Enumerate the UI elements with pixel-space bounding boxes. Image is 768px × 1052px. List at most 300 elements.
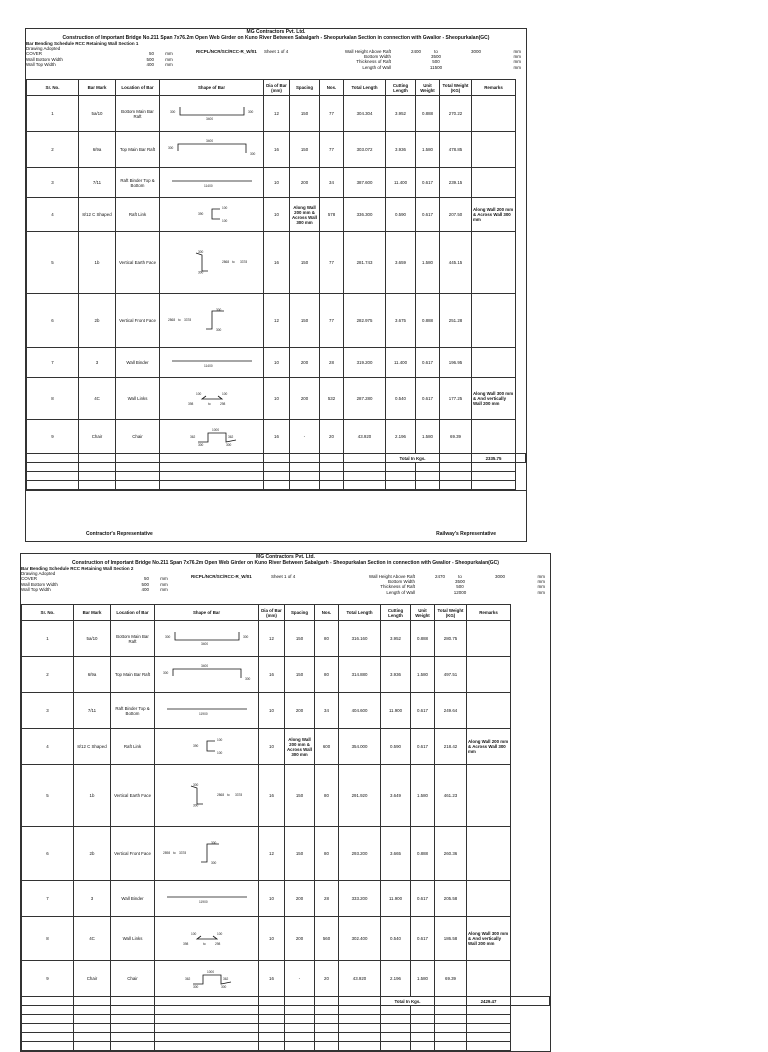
shape-cell bbox=[155, 961, 259, 997]
param-key: COVER bbox=[26, 51, 43, 57]
total-length-cell: 316.160 bbox=[339, 621, 381, 657]
empty-cell bbox=[381, 1015, 411, 1024]
shape-cell bbox=[155, 729, 259, 765]
spacing-cell: 150 bbox=[285, 621, 315, 657]
dia-cell: 12 bbox=[259, 621, 285, 657]
spacing-cell: 150 bbox=[285, 657, 315, 693]
column-header: Unit Weight bbox=[411, 605, 435, 621]
bar-shape-drawing bbox=[157, 734, 257, 758]
empty-cell bbox=[259, 1033, 285, 1042]
dimension-label: 3400 bbox=[200, 664, 208, 668]
empty-cell bbox=[440, 481, 472, 490]
dia-cell: 16 bbox=[259, 961, 285, 997]
empty-cell bbox=[79, 481, 116, 490]
remarks-cell bbox=[472, 348, 516, 378]
empty-cell bbox=[339, 1042, 381, 1051]
bar-segment bbox=[175, 632, 239, 640]
dimension-label: 398 bbox=[182, 942, 188, 946]
spacing-cell: 150 bbox=[290, 232, 320, 294]
dimension-label: 3400 bbox=[205, 139, 213, 143]
nos-cell: 20 bbox=[315, 961, 339, 997]
cutting-length-cell: 0.540 bbox=[381, 917, 411, 961]
spacing-cell: 150 bbox=[290, 132, 320, 168]
empty-cell bbox=[440, 463, 472, 472]
empty-cell bbox=[344, 463, 386, 472]
remarks-cell bbox=[472, 420, 516, 454]
location-cell: Raft Binder Top & Bottom bbox=[116, 168, 160, 198]
schedule-title: Bar Bending Schedule RCC Retaining Wall Section 2 bbox=[21, 566, 134, 571]
empty-cell bbox=[467, 1006, 511, 1015]
param-key: Wall Bottom Width bbox=[26, 56, 63, 62]
nos-cell: 80 bbox=[315, 765, 339, 827]
column-header: Shape of Bar bbox=[155, 605, 259, 621]
table-row bbox=[22, 881, 550, 917]
nos-cell: 77 bbox=[320, 132, 344, 168]
column-header: Remarks bbox=[472, 80, 516, 96]
total-weight-cell: 205.58 bbox=[435, 881, 467, 917]
total-row bbox=[27, 454, 526, 463]
dimension-label: to bbox=[226, 793, 230, 797]
dimension-label: 3378 bbox=[183, 318, 191, 322]
total-length-cell: 336.300 bbox=[344, 198, 386, 232]
bar-shape-drawing bbox=[157, 841, 257, 865]
bar-shape-drawing bbox=[157, 886, 257, 910]
empty-cell bbox=[411, 1015, 435, 1024]
location-cell: Top Main Bar Raft bbox=[116, 132, 160, 168]
location-cell: Vertical Earth Face bbox=[111, 765, 155, 827]
nos-cell: 80 bbox=[315, 657, 339, 693]
empty-cell bbox=[411, 1024, 435, 1033]
dimension-label: 300 bbox=[162, 671, 168, 675]
sr-no-cell: 9 bbox=[22, 961, 74, 997]
total-weight-cell: 445.15 bbox=[440, 232, 472, 294]
dia-cell: 10 bbox=[264, 378, 290, 420]
dimension-label: 11400 bbox=[203, 364, 213, 368]
column-header: Location of Bar bbox=[111, 605, 155, 621]
bar-mark-cell: 3 bbox=[74, 881, 111, 917]
dia-cell: 10 bbox=[259, 917, 285, 961]
table-row bbox=[27, 232, 526, 294]
table-row bbox=[27, 198, 526, 232]
unit-weight-cell: 0.888 bbox=[416, 294, 440, 348]
sr-no-cell: 9 bbox=[27, 420, 79, 454]
empty-cell bbox=[27, 481, 79, 490]
table-row bbox=[22, 621, 550, 657]
remarks-cell bbox=[467, 621, 511, 657]
company-name: MG Contractors Pvt. Ltd. bbox=[246, 29, 306, 35]
table-row bbox=[22, 657, 550, 693]
bar-mark-cell: 8/12 C Shaped bbox=[79, 198, 116, 232]
param-unit: mm bbox=[165, 51, 173, 57]
param-to: 500 bbox=[456, 584, 464, 590]
total-weight-cell: 69.39 bbox=[440, 420, 472, 454]
railway-representative: Railway's Representative bbox=[436, 531, 496, 537]
cutting-length-cell: 0.590 bbox=[381, 729, 411, 765]
dia-cell: 10 bbox=[264, 198, 290, 232]
unit-weight-cell: 1.580 bbox=[411, 657, 435, 693]
unit-weight-cell: 0.617 bbox=[416, 378, 440, 420]
column-header: Sr. No. bbox=[27, 80, 79, 96]
empty-cell bbox=[416, 463, 440, 472]
shape-cell bbox=[155, 657, 259, 693]
remarks-cell bbox=[472, 168, 516, 198]
param-u: mm bbox=[513, 59, 521, 65]
dimension-label: 1000 bbox=[206, 970, 214, 974]
empty-cell bbox=[386, 481, 416, 490]
bar-segment bbox=[196, 253, 208, 271]
total-length-cell: 304.304 bbox=[344, 96, 386, 132]
location-cell: Raft Binder Top & Bottom bbox=[111, 693, 155, 729]
nos-cell: 578 bbox=[320, 198, 344, 232]
remarks-cell bbox=[467, 881, 511, 917]
nos-cell: 532 bbox=[320, 378, 344, 420]
empty-cell bbox=[416, 472, 440, 481]
location-cell: Wall Binder bbox=[111, 881, 155, 917]
dimension-label: 300 bbox=[192, 985, 198, 989]
empty-cell bbox=[74, 1042, 111, 1051]
total-weight-cell: 69.39 bbox=[435, 961, 467, 997]
remarks-cell: Along Wall 200 mm & Across Wall 300 mm bbox=[467, 729, 511, 765]
dimension-label: to bbox=[177, 318, 181, 322]
spacing-cell: 150 bbox=[285, 765, 315, 827]
location-cell: Wall Links bbox=[111, 917, 155, 961]
location-cell: Vertical Earth Face bbox=[116, 232, 160, 294]
column-header: Bar Mark bbox=[74, 605, 111, 621]
dimension-label: 100 bbox=[221, 392, 227, 396]
table-header-row bbox=[27, 80, 526, 96]
empty-cell bbox=[290, 454, 320, 463]
sr-no-cell: 5 bbox=[27, 232, 79, 294]
empty-cell bbox=[155, 1024, 259, 1033]
shape-cell bbox=[160, 378, 264, 420]
bar-mark-cell: 2b bbox=[79, 294, 116, 348]
dimension-label: 11900 bbox=[198, 900, 208, 904]
sr-no-cell: 8 bbox=[22, 917, 74, 961]
dia-cell: 12 bbox=[264, 96, 290, 132]
total-length-cell: 333.200 bbox=[339, 881, 381, 917]
dimension-label: 300 bbox=[242, 635, 248, 639]
dimension-label: 300 bbox=[210, 861, 216, 865]
dimension-label: 300 bbox=[192, 783, 198, 787]
cutting-length-cell: 2.196 bbox=[386, 420, 416, 454]
shape-cell bbox=[160, 420, 264, 454]
sr-no-cell: 3 bbox=[27, 168, 79, 198]
cutting-length-cell: 3.952 bbox=[386, 96, 416, 132]
dia-cell: 16 bbox=[259, 765, 285, 827]
unit-weight-cell: 0.617 bbox=[416, 348, 440, 378]
empty-cell bbox=[22, 1006, 74, 1015]
bar-segment bbox=[180, 107, 244, 115]
bar-mark-cell: 6/9a bbox=[79, 132, 116, 168]
unit-weight-cell: 0.617 bbox=[416, 168, 440, 198]
total-length-cell: 287.280 bbox=[344, 378, 386, 420]
dimension-label: 2868 bbox=[167, 318, 175, 322]
empty-cell bbox=[79, 454, 116, 463]
nos-cell: 77 bbox=[320, 232, 344, 294]
column-header: Total Weight (KG) bbox=[440, 80, 472, 96]
dimension-label: 3378 bbox=[234, 793, 242, 797]
dimension-label: 11400 bbox=[203, 184, 213, 188]
param-k: Bottom Width bbox=[387, 579, 415, 585]
table-row bbox=[22, 729, 550, 765]
total-weight-cell: 239.15 bbox=[440, 168, 472, 198]
param-row bbox=[26, 62, 184, 67]
param-unit: mm bbox=[160, 581, 168, 587]
bar-segment bbox=[178, 144, 246, 153]
dimension-label: 362 bbox=[189, 435, 195, 439]
empty-cell bbox=[155, 1042, 259, 1051]
empty-cell bbox=[339, 1033, 381, 1042]
unit-weight-cell: 1.580 bbox=[416, 420, 440, 454]
empty-cell bbox=[440, 472, 472, 481]
dimension-label: to bbox=[231, 260, 235, 264]
dia-cell: 12 bbox=[264, 294, 290, 348]
bar-mark-cell: 4C bbox=[79, 378, 116, 420]
cutting-length-cell: 3.936 bbox=[386, 132, 416, 168]
param-key: COVER bbox=[21, 576, 38, 582]
spacing-cell: 150 bbox=[290, 96, 320, 132]
right-params bbox=[321, 49, 521, 70]
empty-cell bbox=[381, 1024, 411, 1033]
remarks-cell bbox=[467, 961, 511, 997]
unit-weight-cell: 0.617 bbox=[416, 198, 440, 232]
sr-no-cell: 4 bbox=[22, 729, 74, 765]
param-key: Wall Bottom Width bbox=[21, 581, 58, 587]
empty-cell bbox=[339, 997, 381, 1006]
dimension-label: 300 bbox=[247, 110, 253, 114]
empty-cell bbox=[155, 997, 259, 1006]
total-length-cell: 282.975 bbox=[344, 294, 386, 348]
param-u: mm bbox=[537, 574, 545, 579]
param-unit: mm bbox=[160, 576, 168, 582]
blank-row bbox=[22, 1006, 550, 1015]
nos-cell: 80 bbox=[315, 827, 339, 881]
empty-cell bbox=[472, 472, 516, 481]
bar-segment bbox=[173, 669, 241, 678]
bar-shape-drawing bbox=[162, 424, 262, 448]
empty-cell bbox=[381, 1033, 411, 1042]
empty-cell bbox=[344, 472, 386, 481]
total-label: Total In Kgs. bbox=[386, 454, 440, 463]
dia-cell: 16 bbox=[264, 420, 290, 454]
empty-cell bbox=[344, 454, 386, 463]
param-unit: mm bbox=[165, 61, 173, 67]
empty-cell bbox=[22, 997, 74, 1006]
empty-cell bbox=[467, 1024, 511, 1033]
drawing-label: Drawing Adopted bbox=[26, 46, 61, 52]
sr-no-cell: 6 bbox=[27, 294, 79, 348]
table-row bbox=[22, 827, 550, 881]
bbs-sheet-section-2 bbox=[20, 553, 551, 1052]
empty-cell bbox=[74, 997, 111, 1006]
cutting-length-cell: 3.649 bbox=[381, 765, 411, 827]
dimension-label: 362 bbox=[222, 977, 228, 981]
remarks-cell bbox=[472, 232, 516, 294]
empty-cell bbox=[259, 1015, 285, 1024]
cutting-length-cell: 3.952 bbox=[381, 621, 411, 657]
bar-shape-drawing bbox=[162, 170, 262, 194]
sr-no-cell: 7 bbox=[27, 348, 79, 378]
nos-cell: 28 bbox=[320, 348, 344, 378]
bar-shape-drawing bbox=[162, 386, 262, 410]
cutting-length-cell: 0.590 bbox=[386, 198, 416, 232]
empty-cell bbox=[22, 1042, 74, 1051]
spacing-cell: - bbox=[285, 961, 315, 997]
shape-cell bbox=[160, 232, 264, 294]
dimension-label: 100 bbox=[221, 206, 227, 210]
table-row bbox=[27, 420, 526, 454]
sheet-number: Sheet 1 of 4 bbox=[264, 49, 289, 54]
bar-shape-drawing bbox=[162, 350, 262, 374]
blank-row bbox=[22, 1033, 550, 1042]
location-cell: Wall Binder bbox=[116, 348, 160, 378]
nos-cell: 600 bbox=[315, 729, 339, 765]
sr-no-cell: 5 bbox=[22, 765, 74, 827]
unit-weight-cell: 1.580 bbox=[416, 132, 440, 168]
empty-cell bbox=[386, 463, 416, 472]
dimension-label: 362 bbox=[184, 977, 190, 981]
empty-cell bbox=[116, 481, 160, 490]
dimension-label: 3378 bbox=[239, 260, 247, 264]
total-value: 2429.47 bbox=[467, 997, 511, 1006]
empty-cell bbox=[259, 1042, 285, 1051]
param-to: 3500 bbox=[454, 579, 465, 585]
nos-cell: 20 bbox=[320, 420, 344, 454]
column-header: Spacing bbox=[290, 80, 320, 96]
location-cell: Raft Link bbox=[111, 729, 155, 765]
empty-cell bbox=[339, 1015, 381, 1024]
empty-cell bbox=[315, 1015, 339, 1024]
empty-cell bbox=[381, 1042, 411, 1051]
blank-row bbox=[27, 472, 526, 481]
unit-weight-cell: 0.617 bbox=[411, 881, 435, 917]
dimension-label: 300 bbox=[215, 328, 221, 332]
shape-cell bbox=[160, 198, 264, 232]
dimension-label: 300 bbox=[225, 443, 231, 447]
empty-cell bbox=[435, 1033, 467, 1042]
column-header: Nos. bbox=[315, 605, 339, 621]
dimension-label: 300 bbox=[169, 110, 175, 114]
empty-cell bbox=[285, 1024, 315, 1033]
column-header: Remarks bbox=[467, 605, 511, 621]
empty-cell bbox=[339, 1006, 381, 1015]
empty-cell bbox=[511, 997, 550, 1006]
empty-cell bbox=[264, 481, 290, 490]
total-weight-cell: 251.28 bbox=[440, 294, 472, 348]
sr-no-cell: 3 bbox=[22, 693, 74, 729]
column-header: Unit Weight bbox=[416, 80, 440, 96]
table-row bbox=[22, 765, 550, 827]
param-row bbox=[345, 590, 545, 595]
param-row bbox=[21, 587, 179, 592]
empty-cell bbox=[320, 472, 344, 481]
right-params bbox=[345, 574, 545, 595]
shape-cell bbox=[155, 881, 259, 917]
empty-cell bbox=[116, 463, 160, 472]
dia-cell: 16 bbox=[264, 232, 290, 294]
empty-cell bbox=[22, 1033, 74, 1042]
empty-cell bbox=[435, 997, 467, 1006]
total-length-cell: 314.880 bbox=[339, 657, 381, 693]
empty-cell bbox=[111, 1024, 155, 1033]
empty-cell bbox=[467, 1042, 511, 1051]
shape-cell bbox=[160, 168, 264, 198]
empty-cell bbox=[264, 472, 290, 481]
dimension-label: 2868 bbox=[221, 260, 229, 264]
total-weight-cell: 218.42 bbox=[435, 729, 467, 765]
param-v1: 2400 bbox=[410, 49, 421, 54]
param-u: mm bbox=[537, 579, 545, 585]
dimension-label: 298 bbox=[219, 402, 225, 406]
empty-cell bbox=[116, 454, 160, 463]
empty-cell bbox=[467, 1033, 511, 1042]
dimension-label: 300 bbox=[197, 270, 203, 274]
shape-cell bbox=[155, 917, 259, 961]
spacing-cell: 200 bbox=[290, 168, 320, 198]
empty-cell bbox=[435, 1024, 467, 1033]
dia-cell: 16 bbox=[259, 657, 285, 693]
bar-mark-cell: 3 bbox=[79, 348, 116, 378]
empty-cell bbox=[22, 1015, 74, 1024]
dimension-label: to bbox=[172, 851, 176, 855]
empty-cell bbox=[320, 481, 344, 490]
nos-cell: 560 bbox=[315, 917, 339, 961]
empty-cell bbox=[315, 1006, 339, 1015]
company-name: MG Contractors Pvt. Ltd. bbox=[256, 554, 315, 560]
unit-weight-cell: 1.580 bbox=[411, 765, 435, 827]
dia-cell: 10 bbox=[259, 881, 285, 917]
project-title: Construction of Important Bridge No.211 Span 7x76.2m Open Web Girder on Kuno River Between Sabalgarh - Sheopurkalan Section in connection with Gwalior - Sheopurkalan(GC) bbox=[72, 560, 499, 566]
bbs-sheet-section-1 bbox=[25, 28, 527, 542]
param-value: 50 bbox=[148, 51, 154, 57]
cutting-length-cell: 3.659 bbox=[386, 232, 416, 294]
column-header: Total Weight (KG) bbox=[435, 605, 467, 621]
empty-cell bbox=[155, 1015, 259, 1024]
param-value: 400 bbox=[141, 586, 149, 592]
column-header: Total Length bbox=[344, 80, 386, 96]
table-row bbox=[22, 693, 550, 729]
bar-mark-cell: 5a/10 bbox=[79, 96, 116, 132]
empty-cell bbox=[22, 1024, 74, 1033]
column-header: Location of Bar bbox=[116, 80, 160, 96]
cutting-length-cell: 3.675 bbox=[386, 294, 416, 348]
empty-cell bbox=[79, 472, 116, 481]
cutting-length-cell: 2.196 bbox=[381, 961, 411, 997]
bar-segment bbox=[207, 741, 215, 751]
shape-cell bbox=[155, 827, 259, 881]
column-header: Sr. No. bbox=[22, 605, 74, 621]
dimension-label: 3378 bbox=[178, 851, 186, 855]
bar-segment bbox=[197, 936, 217, 939]
bar-shape-drawing bbox=[162, 202, 262, 226]
param-key: Wall Top Width bbox=[21, 586, 51, 592]
dimension-label: to bbox=[207, 402, 211, 406]
sr-no-cell: 6 bbox=[22, 827, 74, 881]
dia-cell: 10 bbox=[264, 168, 290, 198]
empty-cell bbox=[435, 1042, 467, 1051]
location-cell: Top Main Bar Raft bbox=[111, 657, 155, 693]
bar-shape-drawing bbox=[157, 966, 257, 990]
bar-shape-drawing bbox=[157, 698, 257, 722]
shape-cell bbox=[155, 693, 259, 729]
dimension-label: to bbox=[202, 942, 206, 946]
empty-cell bbox=[74, 1024, 111, 1033]
bar-segment bbox=[212, 209, 220, 219]
blank-row bbox=[22, 1015, 550, 1024]
empty-cell bbox=[440, 454, 472, 463]
dimension-label: 398 bbox=[187, 402, 193, 406]
total-length-cell: 43.920 bbox=[344, 420, 386, 454]
